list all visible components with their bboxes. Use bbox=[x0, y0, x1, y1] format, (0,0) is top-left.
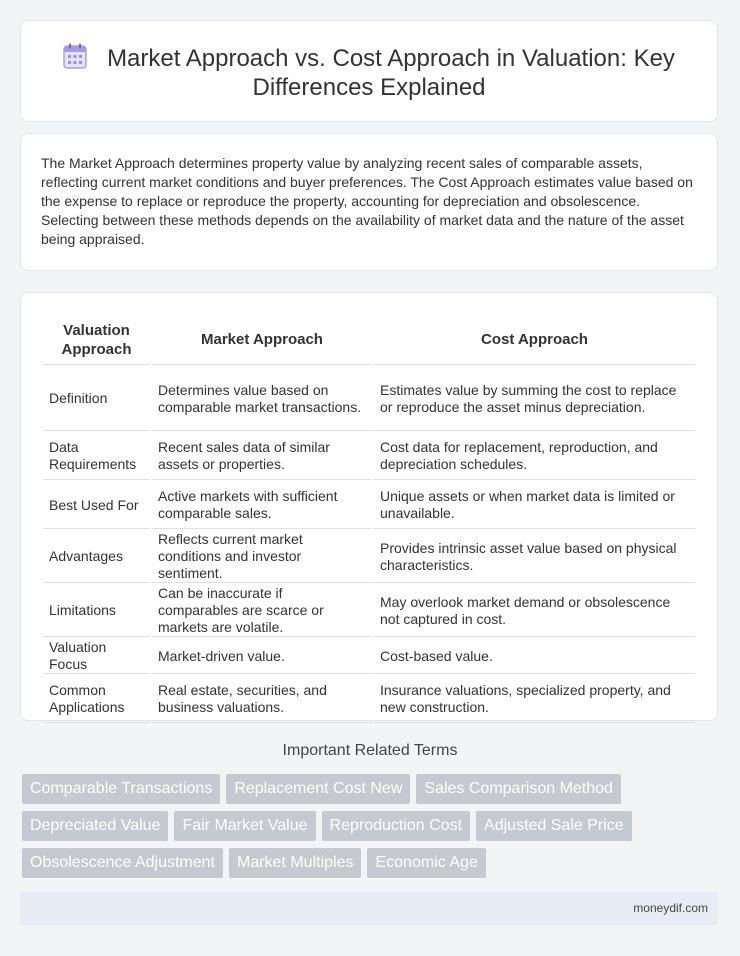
table-row bbox=[43, 676, 695, 723]
row-label: Common Applications bbox=[43, 676, 150, 723]
header-valuation-approach: Valuation Approach bbox=[43, 315, 150, 365]
cost-cell: May overlook market demand or obsolescence not captured in cost. bbox=[374, 585, 695, 637]
table-header-row bbox=[43, 315, 695, 365]
table-row bbox=[43, 531, 695, 583]
comparison-table bbox=[41, 313, 697, 725]
calendar-icon bbox=[63, 43, 87, 69]
cost-cell: Cost data for replacement, reproduction, and depreciation schedules. bbox=[374, 433, 695, 480]
term-tag[interactable]: Adjusted Sale Price bbox=[476, 811, 632, 841]
row-label: Definition bbox=[43, 367, 150, 431]
footer-site-link[interactable]: moneydif.com bbox=[633, 901, 708, 915]
table-row bbox=[43, 639, 695, 674]
market-cell: Can be inaccurate if comparables are scarce or markets are volatile. bbox=[152, 585, 372, 637]
market-cell: Real estate, securities, and business valuations. bbox=[152, 676, 372, 723]
comparison-table-card bbox=[20, 292, 718, 721]
title-line-1: Market Approach vs. Cost Approach in Valuation: Key bbox=[107, 45, 675, 72]
related-terms-title: Important Related Terms bbox=[282, 742, 458, 759]
title-card bbox=[20, 20, 718, 122]
row-label: Advantages bbox=[43, 531, 150, 583]
row-label: Data Requirements bbox=[43, 433, 150, 480]
term-tag[interactable]: Economic Age bbox=[367, 848, 485, 878]
term-tag[interactable]: Replacement Cost New bbox=[226, 774, 410, 804]
cost-cell: Unique assets or when market data is limited or unavailable. bbox=[374, 482, 695, 529]
term-tag[interactable]: Depreciated Value bbox=[22, 811, 168, 841]
term-tag[interactable]: Reproduction Cost bbox=[322, 811, 471, 841]
market-cell: Market-driven value. bbox=[152, 639, 372, 674]
related-terms-list bbox=[22, 774, 722, 885]
header-market-approach: Market Approach bbox=[152, 315, 372, 365]
cost-cell: Provides intrinsic asset value based on physical characteristics. bbox=[374, 531, 695, 583]
term-tag[interactable]: Sales Comparison Method bbox=[416, 774, 621, 804]
market-cell: Reflects current market conditions and investor sentiment. bbox=[152, 531, 372, 583]
row-label: Valuation Focus bbox=[43, 639, 150, 674]
footer bbox=[20, 892, 718, 925]
table-row bbox=[43, 367, 695, 431]
title-line-2: Differences Explained bbox=[252, 74, 486, 101]
cost-cell: Insurance valuations, specialized property, and new construction. bbox=[374, 676, 695, 723]
header-cost-approach: Cost Approach bbox=[374, 315, 695, 365]
intro-paragraph: The Market Approach determines property value by analyzing recent sales of comparable assets, reflecting current market conditions and buyer preferences. The Cost Approach estimates value based on the expense to replace or reproduce the property, accounting for depreciation and obsolescence. Selecting between these methods depends on the availability of market data and the nature of the asset being appraised. bbox=[41, 155, 693, 247]
table-row bbox=[43, 433, 695, 480]
table-row bbox=[43, 585, 695, 637]
term-tag[interactable]: Comparable Transactions bbox=[22, 774, 220, 804]
cost-cell: Cost-based value. bbox=[374, 639, 695, 674]
cost-cell: Estimates value by summing the cost to replace or reproduce the asset minus depreciation. bbox=[374, 367, 695, 431]
table-row bbox=[43, 482, 695, 529]
row-label: Best Used For bbox=[43, 482, 150, 529]
term-tag[interactable]: Fair Market Value bbox=[174, 811, 315, 841]
market-cell: Active markets with sufficient comparable sales. bbox=[152, 482, 372, 529]
page-title bbox=[21, 43, 717, 102]
term-tag[interactable]: Obsolescence Adjustment bbox=[22, 848, 223, 878]
market-cell: Determines value based on comparable market transactions. bbox=[152, 367, 372, 431]
row-label: Limitations bbox=[43, 585, 150, 637]
term-tag[interactable]: Market Multiples bbox=[229, 848, 361, 878]
market-cell: Recent sales data of similar assets or properties. bbox=[152, 433, 372, 480]
intro-card bbox=[20, 133, 718, 271]
